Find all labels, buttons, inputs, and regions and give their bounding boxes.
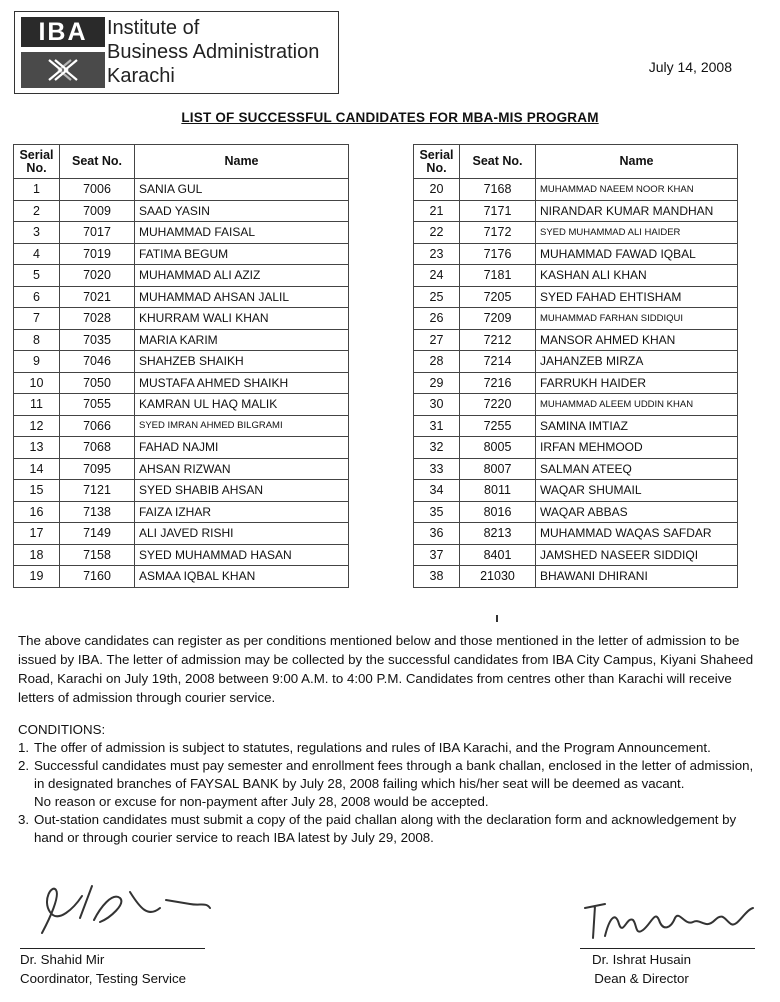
seat-cell: 7209: [460, 308, 536, 330]
serial-cell: 30: [414, 394, 460, 416]
serial-cell: 4: [14, 243, 60, 265]
table-row: [414, 372, 738, 394]
seat-cell: 7020: [60, 265, 135, 287]
name-cell: MANSOR AHMED KHAN: [536, 329, 738, 351]
table-header-row: [14, 145, 349, 179]
serial-cell: 26: [414, 308, 460, 330]
name-cell: MUHAMMAD ALI AZIZ: [135, 265, 349, 287]
serial-cell: 11: [14, 394, 60, 416]
name-cell: ASMAA IQBAL KHAN: [135, 566, 349, 588]
seat-cell: 7149: [60, 523, 135, 545]
name-cell: MUHAMMAD FARHAN SIDDIQUI: [536, 308, 738, 330]
right-signatory: [592, 950, 691, 988]
seat-cell: 7046: [60, 351, 135, 373]
col-seat-header: Seat No.: [60, 145, 135, 179]
left-signatory-title: Coordinator, Testing Service: [20, 971, 187, 986]
name-cell: KAMRAN UL HAQ MALIK: [135, 394, 349, 416]
condition-number: 2.: [18, 758, 30, 773]
table-header-row: [414, 145, 738, 179]
iba-logo-box: [14, 11, 339, 94]
right-signature-line: [580, 948, 755, 949]
serial-cell: 25: [414, 286, 460, 308]
table-row: [14, 243, 349, 265]
table-row: [14, 415, 349, 437]
seat-cell: 8213: [460, 523, 536, 545]
name-cell: WAQAR SHUMAIL: [536, 480, 738, 502]
name-cell: SANIA GUL: [135, 179, 349, 201]
condition-item: [18, 739, 758, 757]
name-cell: FATIMA BEGUM: [135, 243, 349, 265]
table-row: [14, 566, 349, 588]
table-row: [414, 243, 738, 265]
serial-cell: 32: [414, 437, 460, 459]
name-cell: MUHAMMAD NAEEM NOOR KHAN: [536, 179, 738, 201]
condition-item: [18, 811, 758, 847]
name-cell: SAAD YASIN: [135, 200, 349, 222]
table-row: [14, 200, 349, 222]
conditions-title: CONDITIONS:: [18, 722, 106, 737]
name-cell: MUHAMMAD WAQAS SAFDAR: [536, 523, 738, 545]
serial-cell: 16: [14, 501, 60, 523]
name-cell: SYED FAHAD EHTISHAM: [536, 286, 738, 308]
condition-text-main: Successful candidates must pay semester and enrollment fees through a bank challan, enclosed in the letter of admission, in designated branches of FAYSAL BANK by July 28, 2008 failing which his/her seat will be deemed as vacant.: [34, 758, 754, 791]
name-cell: MUHAMMAD FAWAD IQBAL: [536, 243, 738, 265]
seat-cell: 8401: [460, 544, 536, 566]
serial-cell: 1: [14, 179, 60, 201]
list-heading: LIST OF SUCCESSFUL CANDIDATES FOR MBA-MIS PROGRAM: [181, 110, 599, 125]
serial-cell: 18: [14, 544, 60, 566]
name-cell: KHURRAM WALI KHAN: [135, 308, 349, 330]
serial-cell: 13: [14, 437, 60, 459]
table-row: [14, 480, 349, 502]
table-row: [414, 200, 738, 222]
institute-line-3: Karachi: [107, 65, 175, 87]
col-name-header: Name: [536, 145, 738, 179]
serial-cell: 5: [14, 265, 60, 287]
seat-cell: 8005: [460, 437, 536, 459]
serial-cell: 24: [414, 265, 460, 287]
serial-cell: 34: [414, 480, 460, 502]
left-signature-icon: [30, 878, 220, 948]
col-serial-header: Serial No.: [414, 145, 460, 179]
seat-cell: 7095: [60, 458, 135, 480]
table-row: [414, 265, 738, 287]
table-row: [414, 458, 738, 480]
seat-cell: 7006: [60, 179, 135, 201]
seat-cell: 7205: [460, 286, 536, 308]
seat-cell: 7121: [60, 480, 135, 502]
table-row: [414, 480, 738, 502]
serial-cell: 35: [414, 501, 460, 523]
seat-cell: 7181: [460, 265, 536, 287]
seat-cell: 21030: [460, 566, 536, 588]
seat-cell: 7160: [60, 566, 135, 588]
table-row: [14, 544, 349, 566]
name-cell: SAMINA IMTIAZ: [536, 415, 738, 437]
name-cell: MUSTAFA AHMED SHAIKH: [135, 372, 349, 394]
institute-line-1: Institute of: [107, 17, 200, 39]
name-cell: SHAHZEB SHAIKH: [135, 351, 349, 373]
seat-cell: 7028: [60, 308, 135, 330]
serial-cell: 19: [14, 566, 60, 588]
document-date: July 14, 2008: [648, 59, 732, 75]
right-signature-icon: [575, 890, 765, 950]
name-cell: FAHAD NAJMI: [135, 437, 349, 459]
institute-name: [107, 16, 319, 88]
name-cell: MUHAMMAD ALEEM UDDIN KHAN: [536, 394, 738, 416]
table-row: [414, 415, 738, 437]
seat-cell: 7050: [60, 372, 135, 394]
seat-cell: 7212: [460, 329, 536, 351]
condition-text: Out-station candidates must submit a copy of the paid challan along with the declaration form and acknowledgement by hand or through courier service to reach IBA latest by July 29, 2008.: [34, 812, 737, 845]
table-row: [14, 501, 349, 523]
intro-paragraph: The above candidates can register as per conditions mentioned below and those mentioned in the letter of admission to be issued by IBA. The letter of admission may be collected by the successful candidates from IBA City Campus, Kiyani Shaheed Road, Karachi on July 19th, 2008 between 9:00 A.M. to 4:00 P.M. Candidates from centres other than Karachi will receive letters of admission through courier service.: [18, 633, 754, 705]
name-cell: SYED SHABIB AHSAN: [135, 480, 349, 502]
left-signatory: [20, 950, 186, 988]
table-row: [14, 523, 349, 545]
scan-mark: [496, 615, 498, 622]
serial-cell: 14: [14, 458, 60, 480]
col-name-header: Name: [135, 145, 349, 179]
candidates-table-right: [413, 144, 738, 588]
seat-cell: 7066: [60, 415, 135, 437]
serial-cell: 17: [14, 523, 60, 545]
seat-cell: 7021: [60, 286, 135, 308]
serial-cell: 37: [414, 544, 460, 566]
condition-item: [18, 757, 758, 811]
seat-cell: 7009: [60, 200, 135, 222]
seat-cell: 7168: [460, 179, 536, 201]
name-cell: FAIZA IZHAR: [135, 501, 349, 523]
serial-cell: 8: [14, 329, 60, 351]
name-cell: ALI JAVED RISHI: [135, 523, 349, 545]
seat-cell: 7035: [60, 329, 135, 351]
serial-cell: 15: [14, 480, 60, 502]
name-cell: SYED MUHAMMAD ALI HAIDER: [536, 222, 738, 244]
condition-text: [34, 757, 758, 811]
table-row: [14, 179, 349, 201]
seat-cell: 7138: [60, 501, 135, 523]
iba-logo-wordmark: IBA: [21, 17, 105, 47]
table-row: [414, 501, 738, 523]
seat-cell: 7019: [60, 243, 135, 265]
name-cell: KASHAN ALI KHAN: [536, 265, 738, 287]
seat-cell: 7055: [60, 394, 135, 416]
serial-cell: 28: [414, 351, 460, 373]
table-row: [414, 394, 738, 416]
table-row: [414, 222, 738, 244]
table-row: [14, 351, 349, 373]
table-row: [14, 286, 349, 308]
table-row: [14, 308, 349, 330]
right-signatory-name: Dr. Ishrat Husain: [592, 952, 692, 967]
serial-cell: 10: [14, 372, 60, 394]
table-row: [14, 372, 349, 394]
name-cell: BHAWANI DHIRANI: [536, 566, 738, 588]
name-cell: MARIA KARIM: [135, 329, 349, 351]
serial-cell: 22: [414, 222, 460, 244]
col-serial-header: Serial No.: [14, 145, 60, 179]
serial-cell: 9: [14, 351, 60, 373]
table-row: [414, 566, 738, 588]
seat-cell: 8016: [460, 501, 536, 523]
table-row: [14, 222, 349, 244]
serial-cell: 31: [414, 415, 460, 437]
serial-cell: 23: [414, 243, 460, 265]
col-seat-header: Seat No.: [460, 145, 536, 179]
serial-cell: 7: [14, 308, 60, 330]
name-cell: JAMSHED NASEER SIDDIQI: [536, 544, 738, 566]
seat-cell: 7158: [60, 544, 135, 566]
condition-number: 1.: [18, 740, 30, 755]
name-cell: MUHAMMAD AHSAN JALIL: [135, 286, 349, 308]
seat-cell: 7214: [460, 351, 536, 373]
serial-cell: 6: [14, 286, 60, 308]
seat-cell: 7017: [60, 222, 135, 244]
table-row: [414, 437, 738, 459]
serial-cell: 38: [414, 566, 460, 588]
seat-cell: 8007: [460, 458, 536, 480]
serial-cell: 3: [14, 222, 60, 244]
table-row: [14, 437, 349, 459]
name-cell: IRFAN MEHMOOD: [536, 437, 738, 459]
name-cell: MUHAMMAD FAISAL: [135, 222, 349, 244]
seat-cell: 7216: [460, 372, 536, 394]
name-cell: AHSAN RIZWAN: [135, 458, 349, 480]
seat-cell: 7176: [460, 243, 536, 265]
condition-text: The offer of admission is subject to statutes, regulations and rules of IBA Karachi, and the Program Announcement.: [34, 740, 711, 755]
table-row: [414, 544, 738, 566]
table-row: [14, 458, 349, 480]
name-cell: NIRANDAR KUMAR MANDHAN: [536, 200, 738, 222]
right-signatory-title: Dean & Director: [594, 971, 689, 986]
condition-number: 3.: [18, 812, 30, 827]
serial-cell: 21: [414, 200, 460, 222]
left-signature-line: [20, 948, 205, 949]
seat-cell: 7068: [60, 437, 135, 459]
table-row: [414, 351, 738, 373]
conditions-section: [18, 721, 758, 847]
name-cell: SYED MUHAMMAD HASAN: [135, 544, 349, 566]
seat-cell: 8011: [460, 480, 536, 502]
name-cell: FARRUKH HAIDER: [536, 372, 738, 394]
serial-cell: 2: [14, 200, 60, 222]
serial-cell: 33: [414, 458, 460, 480]
institute-line-2: Business Administration: [107, 41, 320, 63]
seat-cell: 7172: [460, 222, 536, 244]
table-row: [14, 329, 349, 351]
condition-text-extra: No reason or excuse for non-payment after July 28, 2008 would be accepted.: [34, 794, 489, 809]
table-row: [14, 265, 349, 287]
table-row: [414, 308, 738, 330]
candidates-table-left: [13, 144, 349, 588]
serial-cell: 27: [414, 329, 460, 351]
serial-cell: 36: [414, 523, 460, 545]
seat-cell: 7220: [460, 394, 536, 416]
name-cell: WAQAR ABBAS: [536, 501, 738, 523]
serial-cell: 20: [414, 179, 460, 201]
left-signatory-name: Dr. Shahid Mir: [20, 952, 105, 967]
table-row: [414, 329, 738, 351]
name-cell: JAHANZEB MIRZA: [536, 351, 738, 373]
name-cell: SYED IMRAN AHMED BILGRAMI: [135, 415, 349, 437]
table-row: [414, 523, 738, 545]
seat-cell: 7171: [460, 200, 536, 222]
serial-cell: 12: [14, 415, 60, 437]
table-row: [414, 179, 738, 201]
table-row: [414, 286, 738, 308]
name-cell: SALMAN ATEEQ: [536, 458, 738, 480]
serial-cell: 29: [414, 372, 460, 394]
table-row: [14, 394, 349, 416]
seat-cell: 7255: [460, 415, 536, 437]
iba-emblem-icon: [21, 52, 105, 88]
